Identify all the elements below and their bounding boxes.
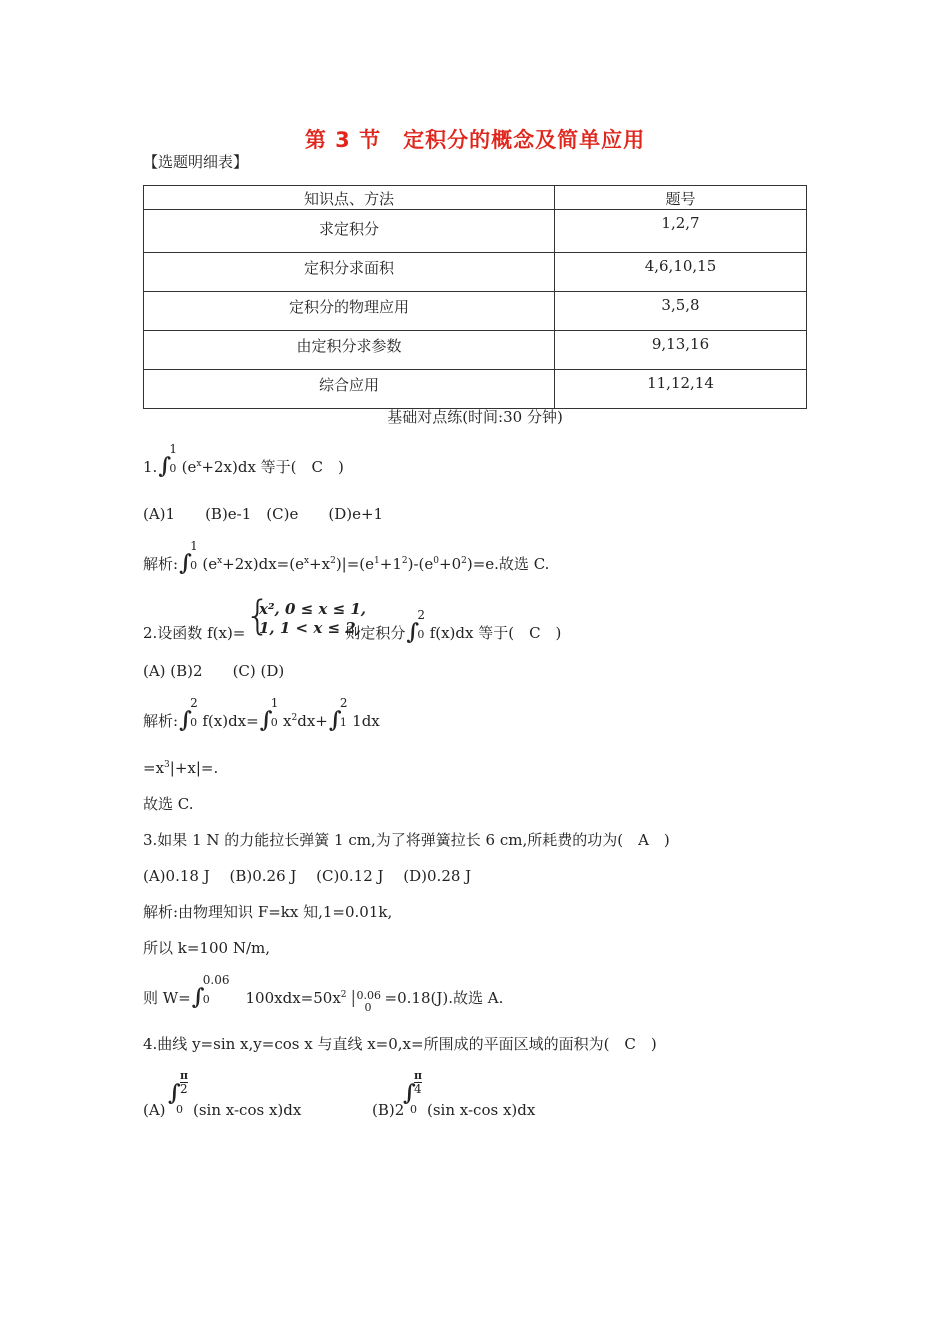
- question-4-option-a: (A): [143, 1101, 166, 1119]
- table-row: [144, 370, 807, 409]
- integral-sign: ∫ 2 0: [179, 696, 198, 733]
- table-header-topic: 知识点、方法: [144, 186, 555, 210]
- integral-upper-den: 2: [180, 1082, 188, 1096]
- topic-table: [143, 185, 807, 409]
- integral-sign: ∫ 1 0: [259, 696, 279, 733]
- question-1-options: (A)1 (B)e-1 (C)e (D)e+1: [143, 505, 384, 523]
- table-cell-numbers: 9,13,16: [555, 331, 807, 370]
- question-2-conclusion: 故选 C.: [143, 795, 194, 813]
- question-3-solution-1: 解析:由物理知识 F=kx 知,1=0.01k,: [143, 903, 393, 921]
- table-cell-topic: 定积分的物理应用: [144, 292, 555, 331]
- question-3: 3.如果 1 N 的力能拉长弹簧 1 cm,为了将弹簧拉长 6 cm,所耗费的功为( A ): [143, 831, 670, 849]
- integral-upper-pi: π: [180, 1069, 189, 1082]
- question-1: 1.∫ 1 0 $(e^x+2x)dx$ 等于( C ): [143, 442, 344, 479]
- piecewise-brace: {: [245, 593, 271, 639]
- question-2-solution: 解析:∫ 2 0 f(x)dx=∫ 1 0 $x^2dx+\int$ 2 1 1dx: [143, 696, 380, 733]
- question-1-solution: 解析:∫ 1 0 $(e^x+2x)dx=(e^x+x^2)|=(e^1+1^2)-(e^0+0^2)=e$.故选 C.: [143, 539, 550, 576]
- table-cell-numbers: 11,12,14: [555, 370, 807, 409]
- integral-lower: 0: [410, 1103, 417, 1116]
- table-row: [144, 331, 807, 370]
- question-4: 4.曲线 y=sin x,y=cos x 与直线 x=0,x=所围成的平面区域的面积为( C ): [143, 1035, 657, 1053]
- table-header-row: [144, 186, 807, 210]
- table-cell-topic: 求定积分: [144, 210, 555, 253]
- table-cell-numbers: 3,5,8: [555, 292, 807, 331]
- table-cell-topic: 综合应用: [144, 370, 555, 409]
- integral-upper-pi: π: [414, 1069, 423, 1082]
- page-title: 第 3 节 定积分的概念及简单应用: [304, 128, 646, 152]
- table-header-number: 题号: [555, 186, 807, 210]
- integral-sign: ∫ 1 0: [158, 442, 177, 479]
- table-row: [144, 292, 807, 331]
- question-2-solution-line-2: $=x^3|+x|=$.: [143, 759, 219, 777]
- question-3-options: (A)0.18 J (B)0.26 J (C)0.12 J (D)0.28 J: [143, 867, 472, 885]
- integral-sign: ∫: [403, 1080, 416, 1106]
- question-3-solution-2: 所以 k=100 N/m,: [143, 939, 270, 957]
- question-number: 1.: [143, 458, 158, 476]
- table-caption: 【选题明细表】: [143, 153, 249, 171]
- table-cell-topic: 定积分求面积: [144, 253, 555, 292]
- question-3-solution-3: 则 W=∫ 0.06 0 $100xdx=50x^2$ | 0.06 0 =0.18(J).故选 A.: [143, 973, 504, 1014]
- piecewise-case-1: x², 0 ≤ x ≤ 1,: [259, 600, 367, 618]
- table-row: [144, 210, 807, 253]
- table-cell-numbers: 1,2,7: [555, 210, 807, 253]
- question-4-option-a-body: (sin x-cos x)dx: [193, 1101, 302, 1119]
- question-2-options: (A) (B)2 (C) (D): [143, 662, 285, 680]
- integral-lower: 0: [176, 1103, 183, 1116]
- integral-sign: ∫ 1 0: [179, 539, 198, 576]
- integral-sign: ∫ 2 0: [406, 608, 426, 645]
- question-2: 2.设函数 f(x)= 则定积分∫ 2 0 f(x)dx 等于( C ): [143, 608, 562, 645]
- table-cell-topic: 由定积分求参数: [144, 331, 555, 370]
- piecewise-case-2: 1, 1 < x ≤ 2,: [259, 619, 361, 637]
- integral-upper-den: 4: [414, 1082, 422, 1096]
- table-row: [144, 253, 807, 292]
- section-label: 基础对点练(时间:30 分钟): [387, 408, 563, 426]
- table-cell-numbers: 4,6,10,15: [555, 253, 807, 292]
- question-4-option-b-body: (sin x-cos x)dx: [427, 1101, 536, 1119]
- integral-sign: ∫: [168, 1080, 181, 1106]
- question-4-option-b: (B)2: [372, 1101, 405, 1119]
- integral-sign: ∫ 2 1: [328, 696, 348, 733]
- integral-sign: ∫ 0.06 0: [191, 973, 230, 1010]
